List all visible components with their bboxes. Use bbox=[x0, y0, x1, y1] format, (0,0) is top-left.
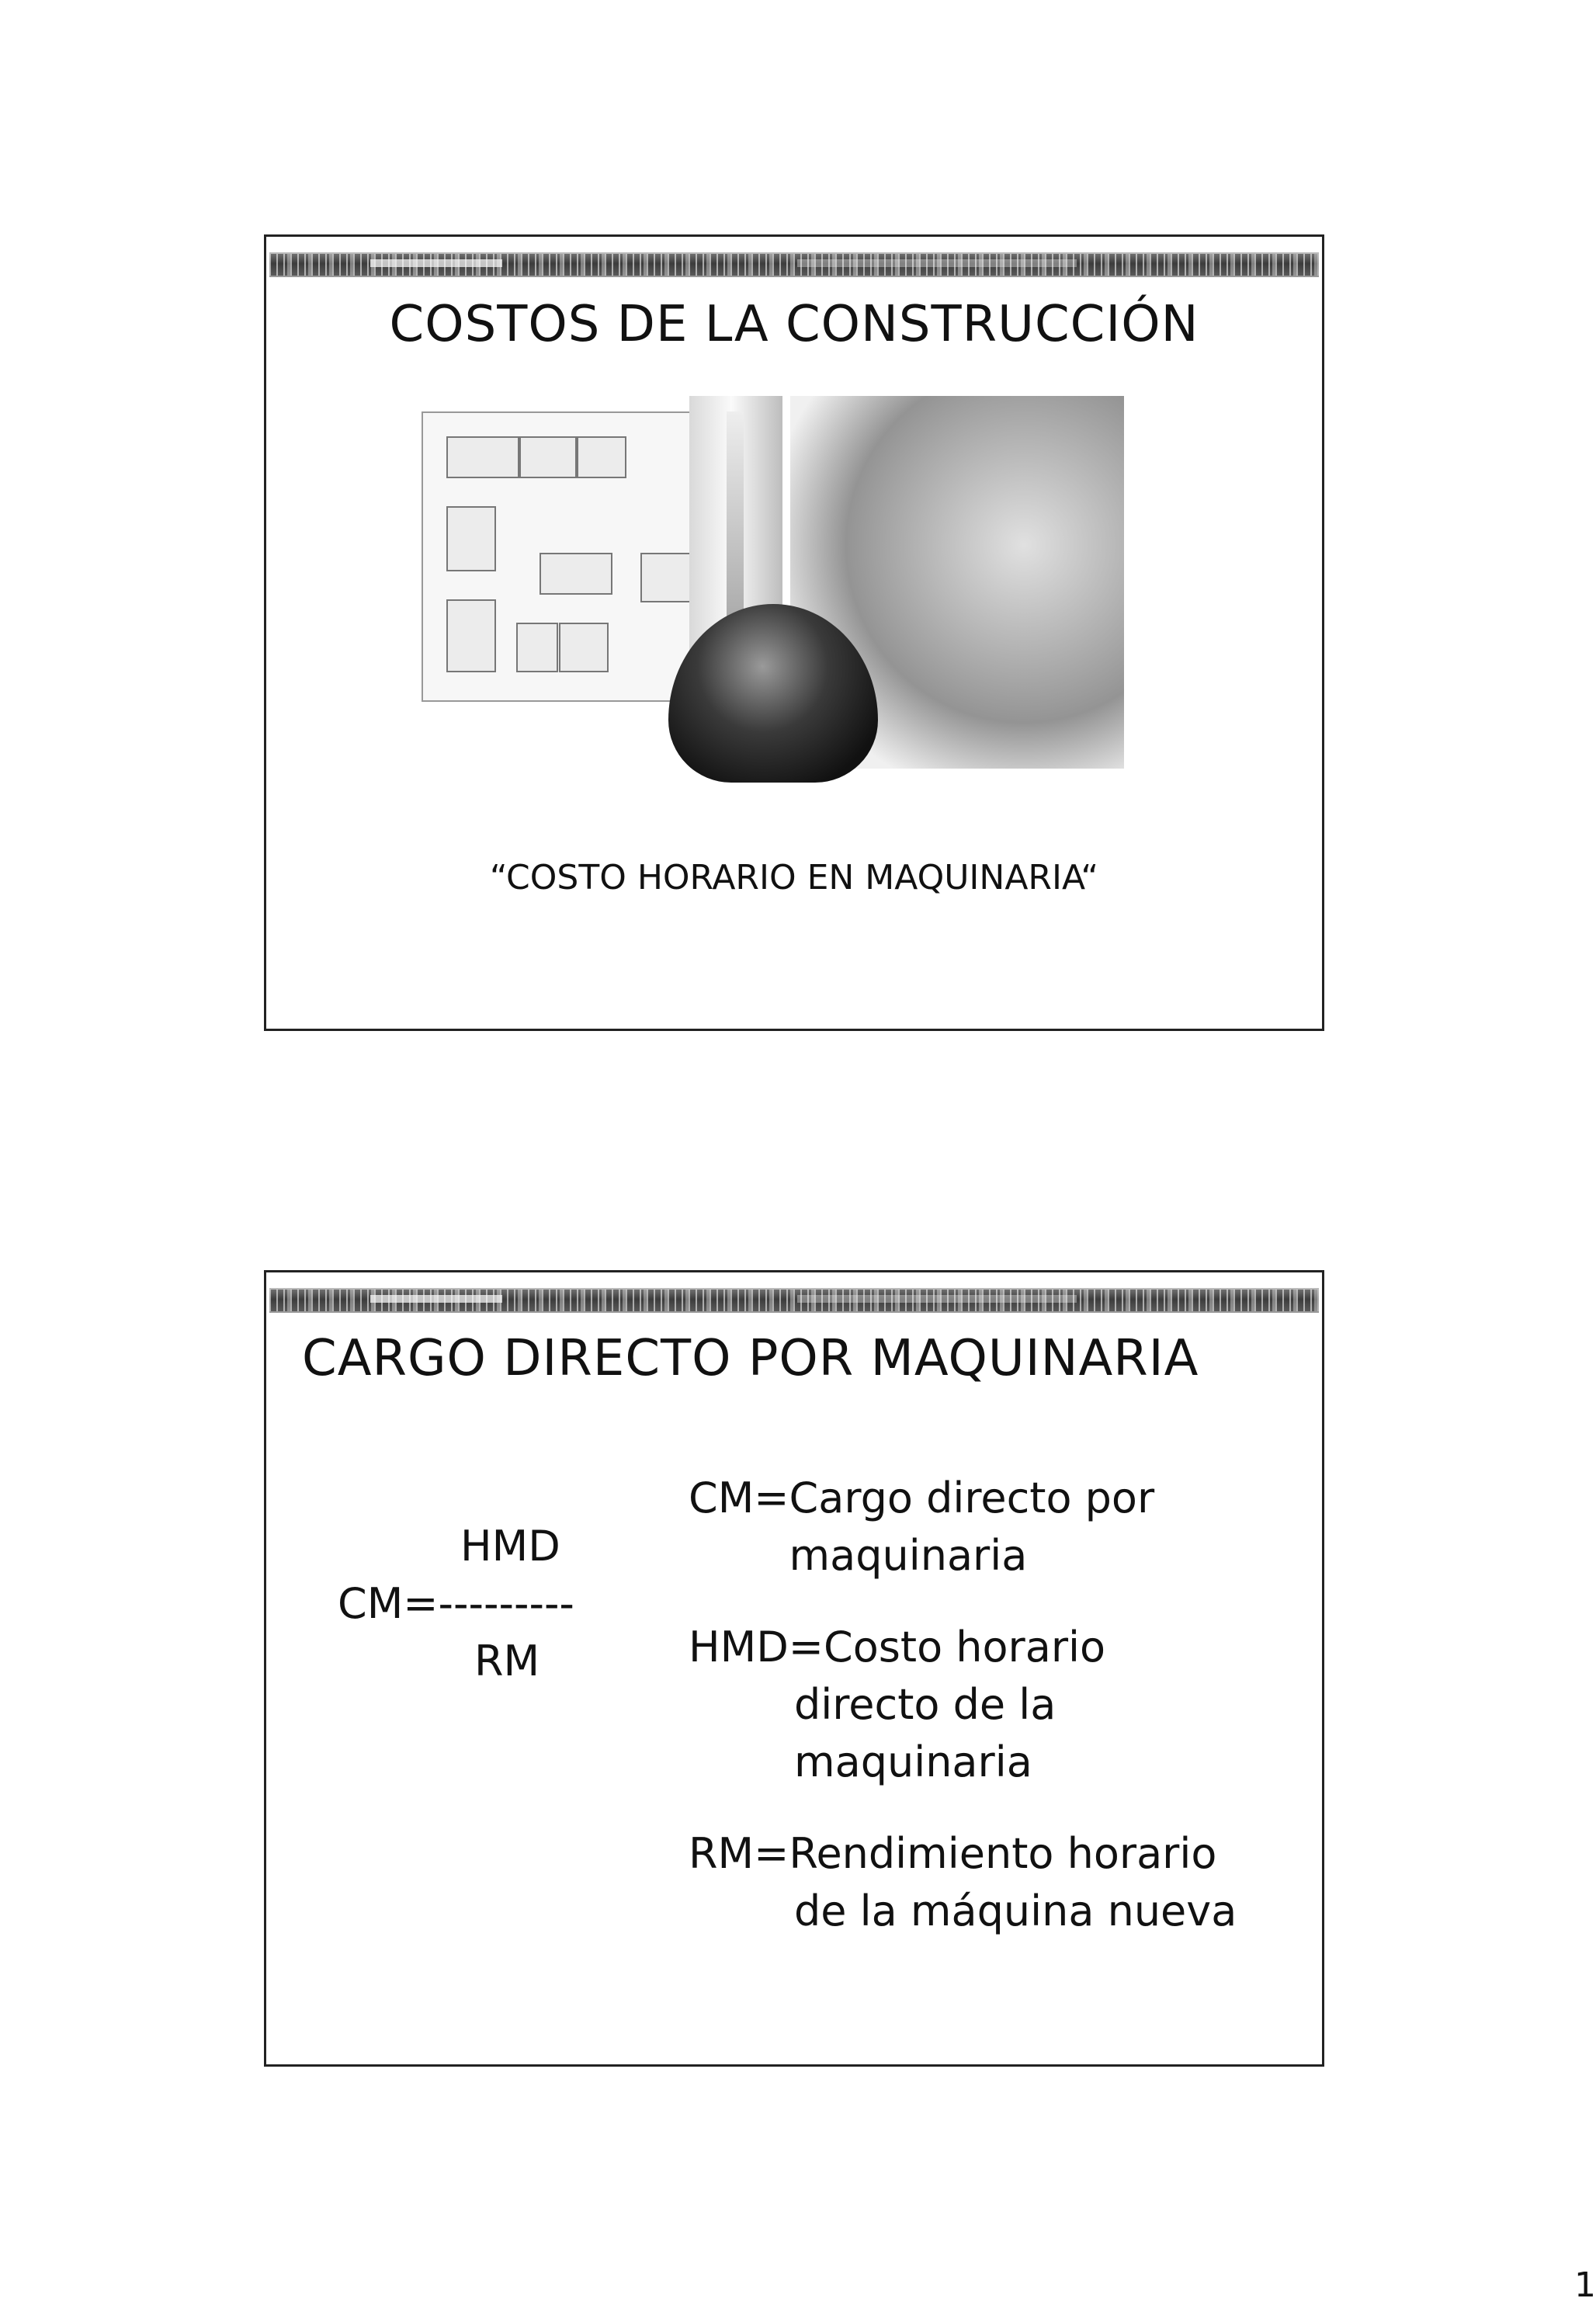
definition-text: de la máquina nueva bbox=[794, 1887, 1237, 1935]
definition-text: directo de la bbox=[794, 1680, 1056, 1729]
construction-collage-image bbox=[422, 396, 1151, 800]
definition-text: Cargo directo por bbox=[789, 1474, 1155, 1522]
definition-hmd bbox=[689, 1619, 1237, 1791]
formula-denominator: RM bbox=[474, 1637, 540, 1685]
page-number: 1 bbox=[1574, 2265, 1596, 2305]
definition-text: maquinaria bbox=[794, 1737, 1032, 1786]
definition-text: Costo horario bbox=[824, 1623, 1106, 1671]
decorative-header-strip bbox=[269, 1288, 1319, 1313]
definition-term: CM= bbox=[689, 1474, 789, 1522]
definition-text: maquinaria bbox=[789, 1531, 1028, 1580]
definition-cm bbox=[689, 1470, 1237, 1585]
formula-numerator: HMD bbox=[460, 1522, 560, 1571]
slide-subtitle: “COSTO HORARIO EN MAQUINARIA“ bbox=[489, 858, 1099, 897]
slide-2 bbox=[264, 1270, 1324, 2067]
formula-lhs: CM=--------- bbox=[338, 1579, 574, 1628]
floor-plan-drawing bbox=[422, 411, 720, 702]
definition-term: RM= bbox=[689, 1829, 789, 1878]
definition-rm bbox=[689, 1825, 1237, 1940]
definition-text: Rendimiento horario bbox=[789, 1829, 1217, 1878]
slide-1 bbox=[264, 234, 1324, 1031]
formula bbox=[338, 1518, 574, 1690]
definition-term: HMD= bbox=[689, 1623, 824, 1671]
definitions-list bbox=[689, 1470, 1237, 1940]
slide-title: CARGO DIRECTO POR MAQUINARIA bbox=[302, 1330, 1199, 1387]
slide-title: COSTOS DE LA CONSTRUCCIÓN bbox=[389, 296, 1199, 353]
decorative-header-strip bbox=[269, 252, 1319, 277]
